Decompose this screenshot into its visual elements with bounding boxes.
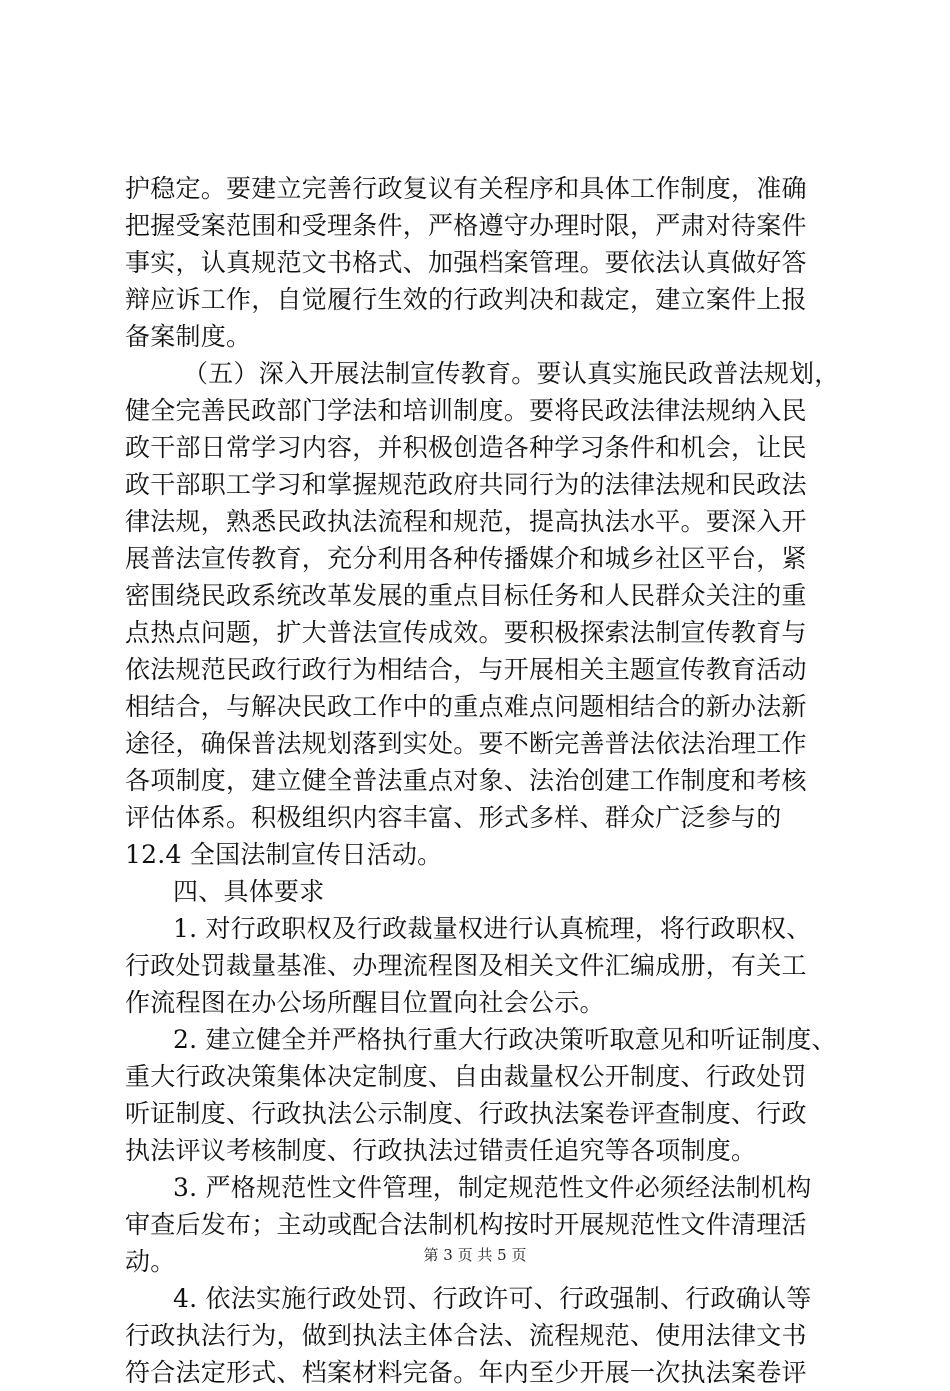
text-line: 依法规范民政行政行为相结合，与开展相关主题宣传教育活动 <box>125 655 807 684</box>
text-line: 听证制度、行政执法公示制度、行政执法案卷评查制度、行政 <box>125 1099 807 1128</box>
text-line: 政干部职工学习和掌握规范政府共同行为的法律法规和民政法 <box>125 470 807 499</box>
text-line: 律法规，熟悉民政执法流程和规范，提高执法水平。要深入开 <box>125 507 807 536</box>
text-line: 点热点问题，扩大普法宣传成效。要积极探索法制宣传教育与 <box>125 618 807 647</box>
text-line: 密围绕民政系统改革发展的重点目标任务和人民群众关注的重 <box>125 581 807 610</box>
text-line: 途径，确保普法规划落到实处。要不断完善普法依法治理工作 <box>125 729 807 758</box>
text-line: 执法评议考核制度、行政执法过错责任追究等各项制度。 <box>125 1136 757 1165</box>
text-line: （五）深入开展法制宣传教育。要认真实施民政普法规划， <box>183 359 840 388</box>
text-line: 辩应诉工作，自觉履行生效的行政判决和裁定，建立案件上报 <box>125 285 807 314</box>
text-line: 展普法宣传教育，充分利用各种传播媒介和城乡社区平台，紧 <box>125 544 807 573</box>
text-line: 相结合，与解决民政工作中的重点难点问题相结合的新办法新 <box>125 692 807 721</box>
text-line: 各项制度，建立健全普法重点对象、法治创建工作制度和考核 <box>125 766 807 795</box>
text-line: 行政处罚裁量基准、办理流程图及相关文件汇编成册，有关工 <box>125 951 807 980</box>
text-line: 把握受案范围和受理条件，严格遵守办理时限，严肃对待案件 <box>125 211 807 240</box>
text-line: 事实，认真规范文书格式、加强档案管理。要依法认真做好答 <box>125 248 807 277</box>
text-line: 3. 严格规范性文件管理，制定规范性文件必须经法制机构 <box>173 1173 812 1202</box>
text-line: 1. 对行政职权及行政裁量权进行认真梳理，将行政职权、 <box>173 914 812 943</box>
text-line: 备案制度。 <box>125 322 252 351</box>
document-body <box>125 170 840 1391</box>
text-line: 4. 依法实施行政处罚、行政许可、行政强制、行政确认等 <box>173 1284 812 1313</box>
text-line: 健全完善民政部门学法和培训制度。要将民政法律法规纳入民 <box>125 396 807 425</box>
text-line: 重大行政决策集体决定制度、自由裁量权公开制度、行政处罚 <box>125 1062 807 1091</box>
page-footer: 第 3 页 共 5 页 <box>423 1246 527 1264</box>
section-heading: 四、具体要求 <box>173 877 325 906</box>
text-line: 12.4 全国法制宣传日活动。 <box>125 840 443 869</box>
text-line: 审查后发布；主动或配合法制机构按时开展规范性文件清理活 <box>125 1210 807 1239</box>
text-line: 政干部日常学习内容，并积极创造各种学习条件和机会，让民 <box>125 433 807 462</box>
text-line: 评估体系。积极组织内容丰富、形式多样、群众广泛参与的 <box>125 803 782 832</box>
text-line: 动。 <box>125 1247 176 1276</box>
text-line: 行政执法行为，做到执法主体合法、流程规范、使用法律文书 <box>125 1321 807 1350</box>
text-line: 护稳定。要建立完善行政复议有关程序和具体工作制度，准确 <box>125 174 807 203</box>
text-line: 符合法定形式、档案材料完备。年内至少开展一次执法案卷评 <box>125 1358 807 1387</box>
text-line: 2. 建立健全并严格执行重大行政决策听取意见和听证制度、 <box>173 1025 837 1054</box>
text-line: 作流程图在办公场所醒目位置向社会公示。 <box>125 988 605 1017</box>
